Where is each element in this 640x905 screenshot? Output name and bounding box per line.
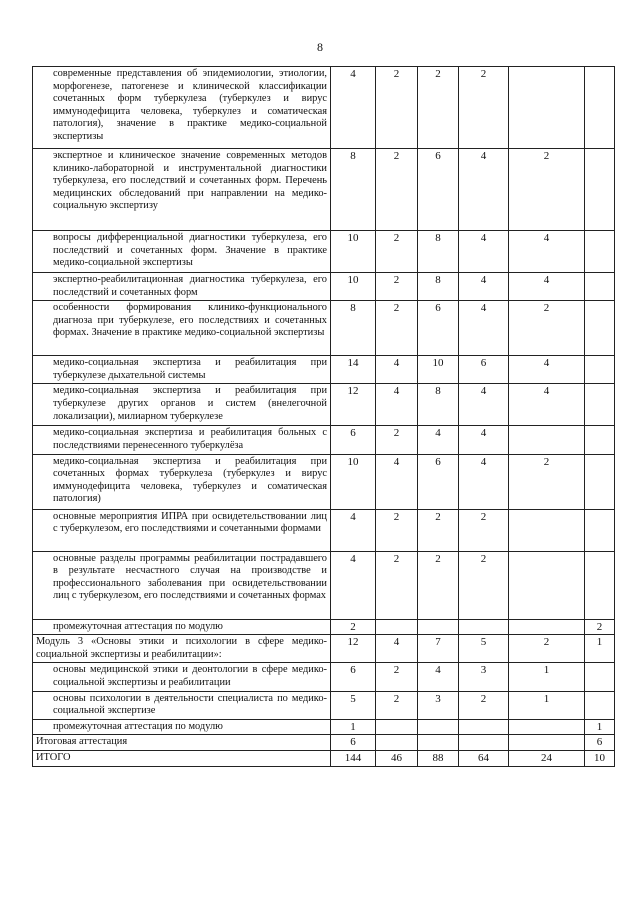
seminar-hours-cell: 4: [459, 231, 509, 273]
practice-hours-cell: 2: [418, 67, 459, 149]
attestation-hours-cell: [585, 663, 615, 691]
table-row: [33, 551, 615, 619]
topic-name-cell: медико-социальная экспертиза и реабилитация при туберкулезе дыхательной системы: [33, 356, 331, 384]
practice-hours-cell: [418, 735, 459, 751]
attestation-hours-cell: [585, 691, 615, 719]
table-row: [33, 67, 615, 149]
total-hours-cell: 10: [331, 231, 376, 273]
seminar-hours-cell: 4: [459, 454, 509, 509]
topic-name-cell: современные представления об эпидемиологии, этиологии, морфогенезе, патогенезе и клинической классификации сочетанных форм туберкулеза (туберкулез и вирус иммунодефицита человека, туберкулез и соматическая патология), значение в практике медико-социальной экспертизы: [33, 67, 331, 149]
total-hours-cell: 1: [331, 719, 376, 735]
total-hours-cell: 10: [331, 454, 376, 509]
training-hours-cell: [509, 619, 585, 635]
practice-hours-cell: 6: [418, 454, 459, 509]
total-hours-cell: 8: [331, 301, 376, 356]
table-row: [33, 454, 615, 509]
practice-hours-cell: 8: [418, 384, 459, 426]
training-hours-cell: 24: [509, 750, 585, 766]
training-hours-cell: [509, 426, 585, 454]
attestation-hours-cell: [585, 67, 615, 149]
total-hours-cell: 4: [331, 67, 376, 149]
seminar-hours-cell: 3: [459, 663, 509, 691]
seminar-hours-cell: [459, 719, 509, 735]
topic-name-cell: медико-социальная экспертиза и реабилитация при сочетанных формах туберкулеза (туберкулез и вирус иммунодефицита человека, туберкулез и соматическая патология): [33, 454, 331, 509]
topic-name-cell: ИТОГО: [33, 750, 331, 766]
seminar-hours-cell: 2: [459, 67, 509, 149]
practice-hours-cell: 10: [418, 356, 459, 384]
lecture-hours-cell: 2: [376, 551, 418, 619]
lecture-hours-cell: 2: [376, 663, 418, 691]
topic-name-cell: промежуточная аттестация по модулю: [33, 619, 331, 635]
lecture-hours-cell: 4: [376, 635, 418, 663]
training-hours-cell: [509, 551, 585, 619]
page-number: 8: [317, 40, 323, 54]
attestation-hours-cell: [585, 273, 615, 301]
seminar-hours-cell: 5: [459, 635, 509, 663]
total-hours-cell: 2: [331, 619, 376, 635]
training-hours-cell: 4: [509, 384, 585, 426]
training-hours-cell: 2: [509, 635, 585, 663]
total-hours-cell: 12: [331, 384, 376, 426]
total-hours-cell: 14: [331, 356, 376, 384]
lecture-hours-cell: [376, 719, 418, 735]
training-hours-cell: 2: [509, 149, 585, 231]
training-hours-cell: [509, 67, 585, 149]
lecture-hours-cell: 2: [376, 691, 418, 719]
attestation-hours-cell: [585, 149, 615, 231]
total-hours-cell: 10: [331, 273, 376, 301]
seminar-hours-cell: 2: [459, 551, 509, 619]
topic-name-cell: основные разделы программы реабилитации пострадавшего в результате несчастного случая на производстве и профессионального заболевания при освидетельствовании лиц с туберкулезом, его последствиями и сочетанных формах: [33, 551, 331, 619]
attestation-hours-cell: 10: [585, 750, 615, 766]
total-hours-cell: 5: [331, 691, 376, 719]
practice-hours-cell: [418, 619, 459, 635]
attestation-hours-cell: [585, 509, 615, 551]
training-hours-cell: 4: [509, 356, 585, 384]
practice-hours-cell: 4: [418, 663, 459, 691]
attestation-hours-cell: 1: [585, 635, 615, 663]
table-row: [33, 384, 615, 426]
seminar-hours-cell: 6: [459, 356, 509, 384]
topic-name-cell: особенности формирования клинико-функционального диагноза при туберкулезе, его последствиях и сочетанных формах. Значение в практике медико-социальной экспертизы: [33, 301, 331, 356]
attestation-hours-cell: [585, 301, 615, 356]
training-hours-cell: 2: [509, 454, 585, 509]
topic-name-cell: основы медицинской этики и деонтологии в сфере медико-социальной экспертизы и реабилитации: [33, 663, 331, 691]
table-row: [33, 149, 615, 231]
topic-name-cell: основы психологии в деятельности специалиста по медико-социальной экспертизе: [33, 691, 331, 719]
total-hours-cell: 4: [331, 509, 376, 551]
lecture-hours-cell: 4: [376, 454, 418, 509]
practice-hours-cell: 2: [418, 509, 459, 551]
topic-name-cell: вопросы дифференциальной диагностики туберкулеза, его последствий и сочетанных форм. Значение в практике медико-социальной экспертизы: [33, 231, 331, 273]
practice-hours-cell: 8: [418, 231, 459, 273]
table-row: [33, 509, 615, 551]
lecture-hours-cell: 2: [376, 149, 418, 231]
total-hours-cell: 6: [331, 663, 376, 691]
topic-name-cell: Модуль 3 «Основы этики и психологии в сфере медико-социальной экспертизы и реабилитации»:: [33, 635, 331, 663]
training-hours-cell: 1: [509, 691, 585, 719]
training-hours-cell: 2: [509, 301, 585, 356]
training-hours-cell: 4: [509, 273, 585, 301]
lecture-hours-cell: 2: [376, 67, 418, 149]
table-row: [33, 273, 615, 301]
topic-name-cell: медико-социальная экспертиза и реабилитация больных с последствиями перенесенного туберкулёза: [33, 426, 331, 454]
attestation-hours-cell: [585, 356, 615, 384]
attestation-hours-cell: [585, 551, 615, 619]
table-row: [33, 691, 615, 719]
seminar-hours-cell: 4: [459, 426, 509, 454]
practice-hours-cell: 6: [418, 301, 459, 356]
table-row: [33, 663, 615, 691]
table-row: [33, 356, 615, 384]
topic-name-cell: основные мероприятия ИПРА при освидетельствовании лиц с туберкулезом, его последствиями и сочетанными формами: [33, 509, 331, 551]
table-row: [33, 231, 615, 273]
attestation-hours-cell: [585, 426, 615, 454]
topic-name-cell: промежуточная аттестация по модулю: [33, 719, 331, 735]
total-hours-cell: 6: [331, 426, 376, 454]
practice-hours-cell: 8: [418, 273, 459, 301]
attestation-hours-cell: 6: [585, 735, 615, 751]
curriculum-table: [32, 66, 615, 767]
attestation-hours-cell: 2: [585, 619, 615, 635]
topic-name-cell: Итоговая аттестация: [33, 735, 331, 751]
attestation-hours-cell: [585, 384, 615, 426]
seminar-hours-cell: [459, 735, 509, 751]
table-row: [33, 301, 615, 356]
seminar-hours-cell: 2: [459, 509, 509, 551]
lecture-hours-cell: 2: [376, 231, 418, 273]
topic-name-cell: экспертное и клиническое значение современных методов клинико-лабораторной и инструментальной диагностики туберкулеза, его последствий и сочетанных форм. Перечень медицинских обследований при направлении на медико-социальную экспертизу: [33, 149, 331, 231]
total-hours-cell: 144: [331, 750, 376, 766]
training-hours-cell: [509, 735, 585, 751]
attestation-hours-cell: [585, 231, 615, 273]
lecture-hours-cell: 2: [376, 273, 418, 301]
practice-hours-cell: 7: [418, 635, 459, 663]
lecture-hours-cell: 2: [376, 426, 418, 454]
attestation-hours-cell: 1: [585, 719, 615, 735]
training-hours-cell: [509, 719, 585, 735]
table-row: [33, 750, 615, 766]
total-hours-cell: 12: [331, 635, 376, 663]
training-hours-cell: 1: [509, 663, 585, 691]
seminar-hours-cell: 4: [459, 384, 509, 426]
lecture-hours-cell: 46: [376, 750, 418, 766]
lecture-hours-cell: 2: [376, 301, 418, 356]
practice-hours-cell: 4: [418, 426, 459, 454]
training-hours-cell: [509, 509, 585, 551]
lecture-hours-cell: 2: [376, 509, 418, 551]
table-row: [33, 426, 615, 454]
practice-hours-cell: 3: [418, 691, 459, 719]
practice-hours-cell: [418, 719, 459, 735]
seminar-hours-cell: 4: [459, 149, 509, 231]
seminar-hours-cell: 2: [459, 691, 509, 719]
lecture-hours-cell: 4: [376, 356, 418, 384]
table-row: [33, 619, 615, 635]
attestation-hours-cell: [585, 454, 615, 509]
lecture-hours-cell: [376, 735, 418, 751]
lecture-hours-cell: [376, 619, 418, 635]
practice-hours-cell: 2: [418, 551, 459, 619]
total-hours-cell: 8: [331, 149, 376, 231]
training-hours-cell: 4: [509, 231, 585, 273]
total-hours-cell: 4: [331, 551, 376, 619]
table-row: [33, 735, 615, 751]
curriculum-table-body: [33, 67, 615, 767]
table-row: [33, 635, 615, 663]
seminar-hours-cell: 4: [459, 273, 509, 301]
practice-hours-cell: 88: [418, 750, 459, 766]
practice-hours-cell: 6: [418, 149, 459, 231]
seminar-hours-cell: 4: [459, 301, 509, 356]
topic-name-cell: медико-социальная экспертиза и реабилитация при туберкулезе других органов и систем (внелегочной локализации), милиарном туберкулезе: [33, 384, 331, 426]
seminar-hours-cell: [459, 619, 509, 635]
table-row: [33, 719, 615, 735]
lecture-hours-cell: 4: [376, 384, 418, 426]
topic-name-cell: экспертно-реабилитационная диагностика туберкулеза, его последствий и сочетанных форм: [33, 273, 331, 301]
seminar-hours-cell: 64: [459, 750, 509, 766]
total-hours-cell: 6: [331, 735, 376, 751]
